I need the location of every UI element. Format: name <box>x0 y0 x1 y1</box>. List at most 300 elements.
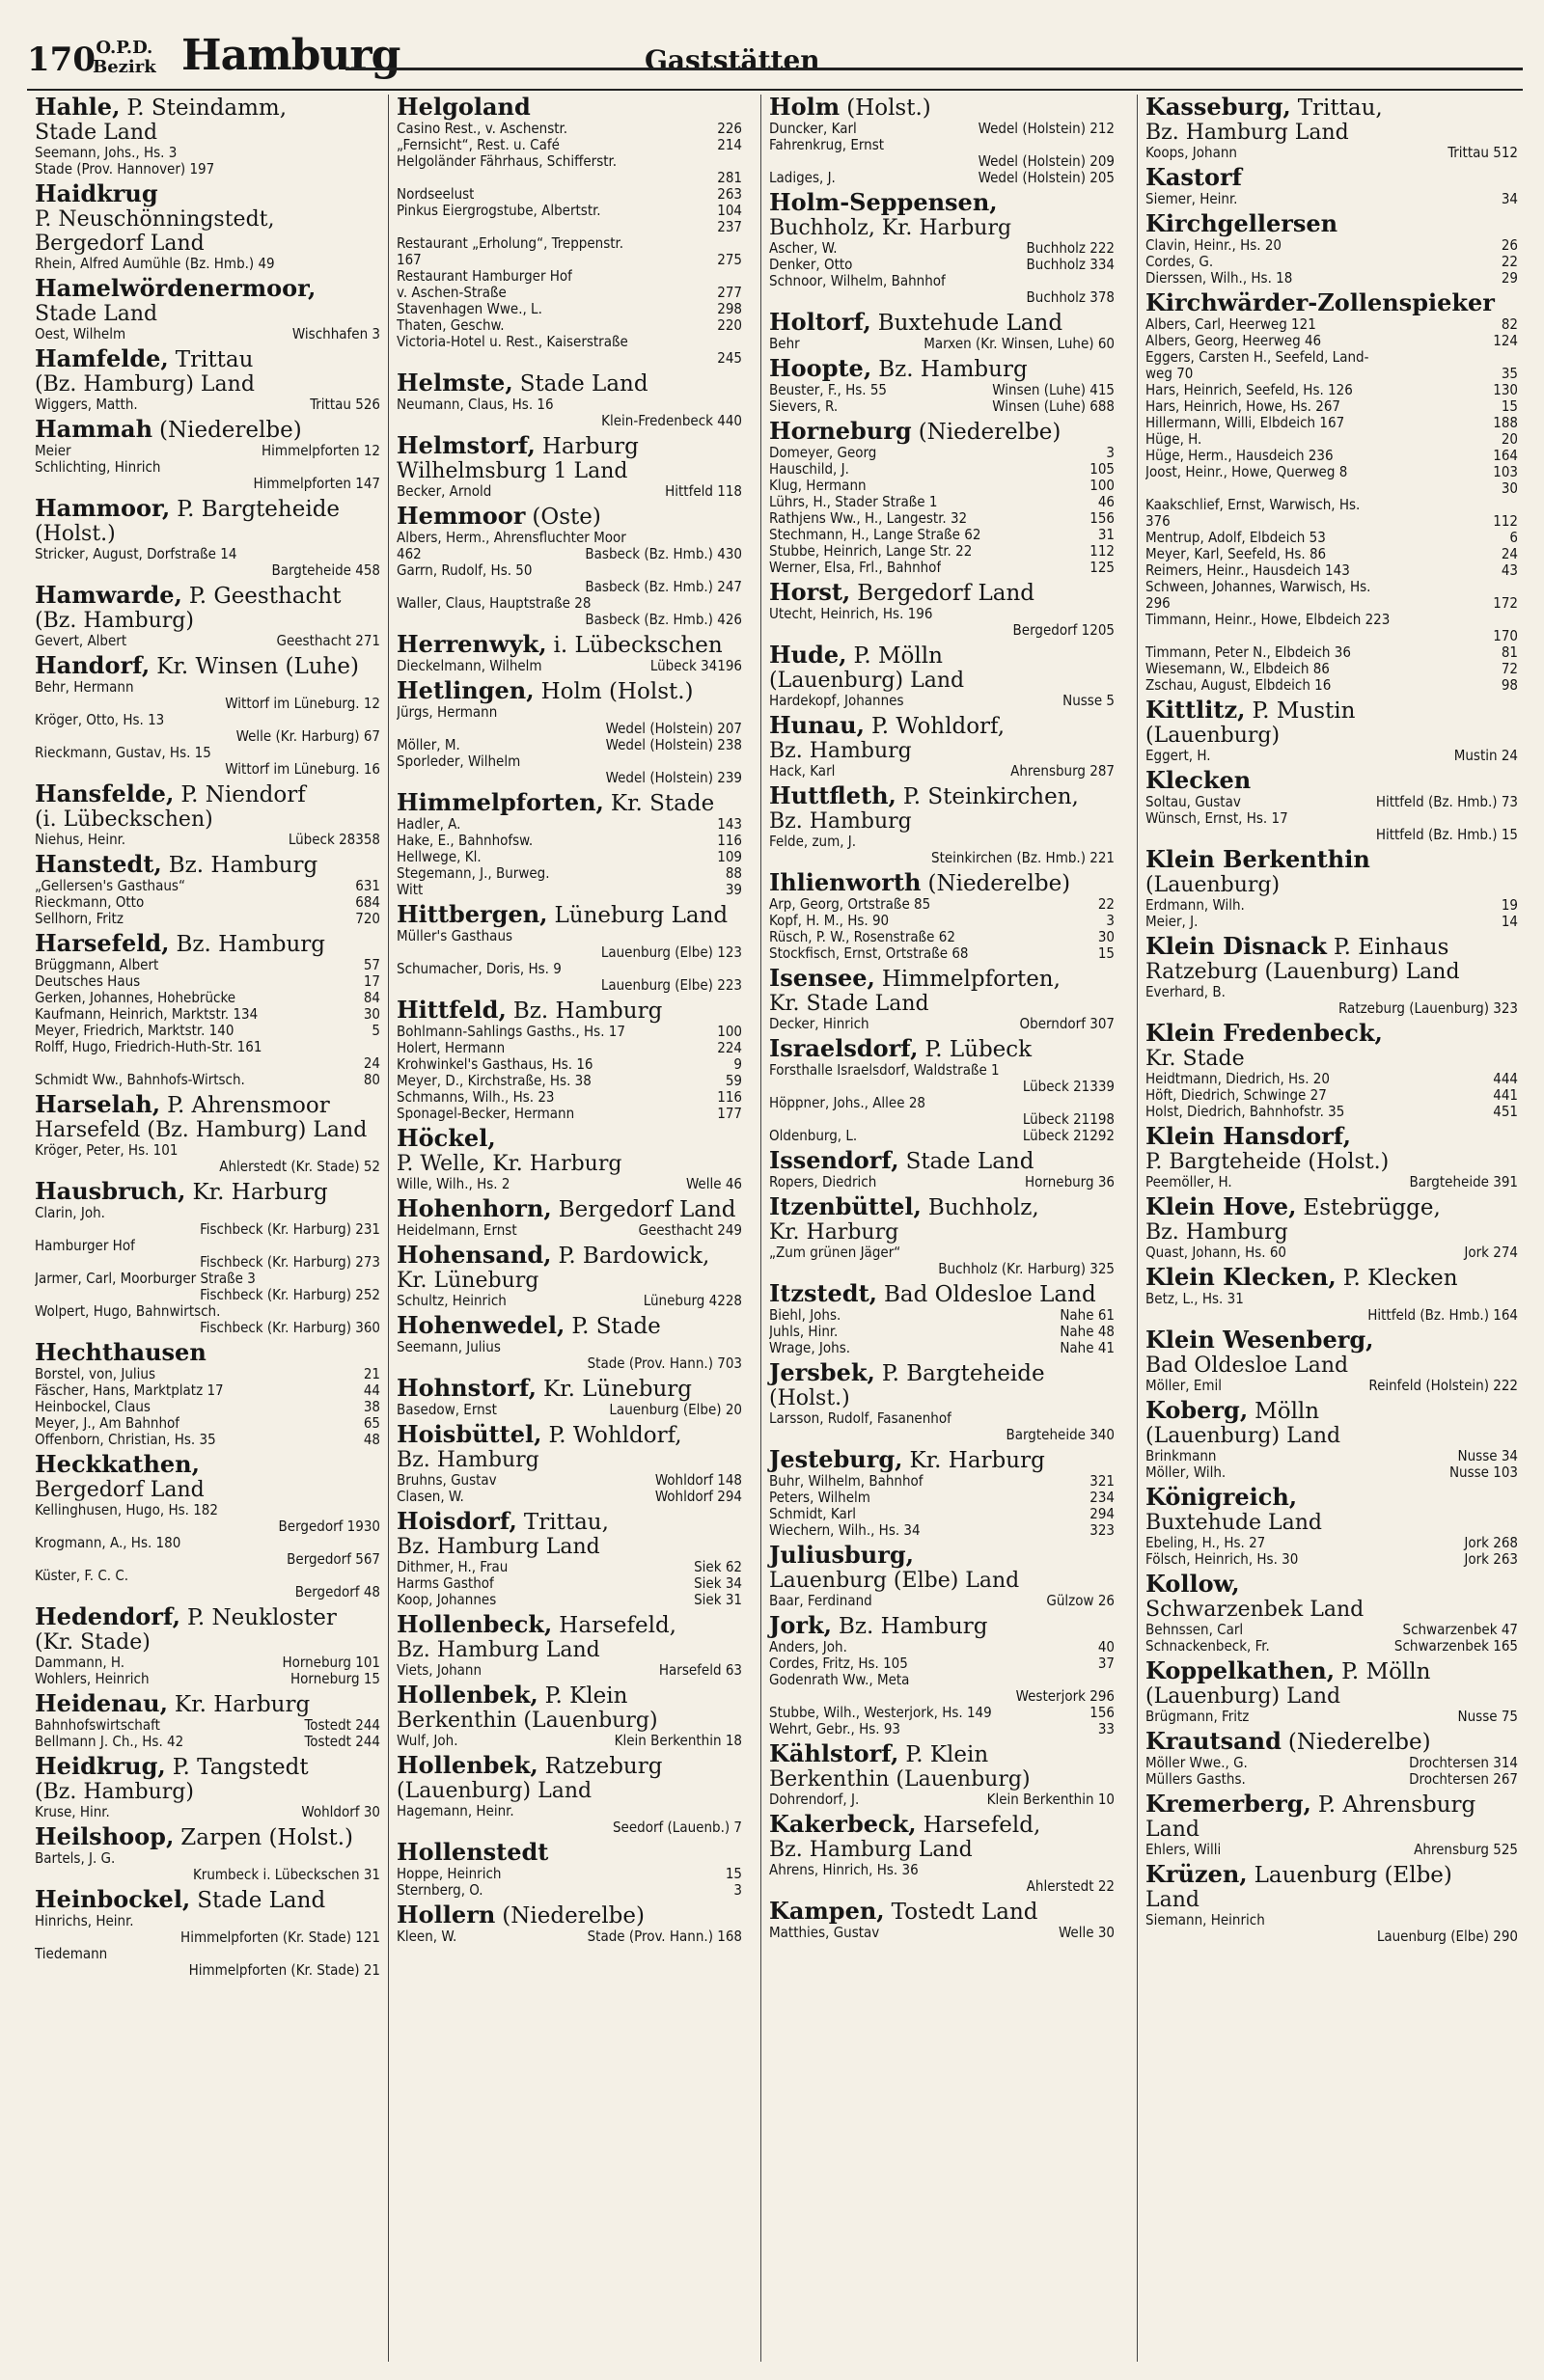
place-heading <box>769 1360 1115 1386</box>
listing-name: Kruse, Hinr. <box>35 1804 110 1820</box>
listing-phone: 3 <box>1106 444 1115 461</box>
listing-name: Schumacher, Doris, Hs. 9 <box>397 961 562 977</box>
listing-name: 462 <box>397 546 422 562</box>
place-heading <box>397 678 742 704</box>
listing-row <box>769 929 1115 945</box>
listing-row <box>397 579 742 595</box>
listing-phone: Himmelpforten (Kr. Stade) 121 <box>180 1929 380 1946</box>
listing-row <box>769 153 1115 170</box>
place-entry <box>27 496 386 579</box>
place-name: Jesteburg, <box>769 1445 903 1473</box>
listing-name: Kellinghusen, Hugo, Hs. 182 <box>35 1502 218 1518</box>
place-heading <box>35 496 380 522</box>
place-entry <box>1138 1658 1524 1725</box>
listing-row <box>769 1128 1115 1144</box>
place-region: P. Mölln <box>853 643 943 669</box>
listing-row <box>397 1339 742 1355</box>
district-line-1: O.P.D. <box>96 38 153 58</box>
listing-name: Borstel, von, Julius <box>35 1366 155 1382</box>
listing-phone: Klein-Fredenbeck 440 <box>601 412 742 429</box>
place-name: Hittfeld, <box>397 996 507 1024</box>
listing-phone: Lübeck 21339 <box>1022 1078 1115 1095</box>
listing-row <box>35 1929 380 1946</box>
listing-name: Ebeling, H., Hs. 27 <box>1145 1535 1266 1551</box>
listing-phone: 30 <box>1097 928 1115 945</box>
listing-phone: 631 <box>355 877 380 894</box>
place-entry <box>761 310 1120 352</box>
listing-row <box>769 622 1115 639</box>
listing-row <box>35 728 380 745</box>
listing-name: Werner, Elsa, Frl., Bahnhof <box>769 560 942 576</box>
listing-name: Wolpert, Hugo, Bahnwirtsch. <box>35 1303 221 1320</box>
place-heading <box>35 583 380 609</box>
listing-phone: Winsen (Luhe) 415 <box>992 381 1115 398</box>
listing-row <box>35 459 380 476</box>
place-region: P. Niendorf <box>180 782 306 807</box>
listing-row <box>1145 1378 1518 1394</box>
listing-phone: Fischbeck (Kr. Harburg) 360 <box>200 1319 380 1336</box>
place-entry <box>1138 1398 1524 1481</box>
place-entry <box>27 417 386 492</box>
place-name: Holm-Seppensen, <box>769 188 998 216</box>
listing-phone: Bergedorf 1205 <box>1012 621 1115 639</box>
place-region-continued: (Holst.) <box>769 1386 850 1410</box>
place-heading <box>35 276 380 302</box>
listing-name: Krohwinkel's Gasthaus, Hs. 16 <box>397 1056 593 1073</box>
listing-row <box>397 219 742 235</box>
listing-name: Duncker, Karl <box>769 121 857 137</box>
place-name: Kirchgellersen <box>1145 209 1338 237</box>
listing-row <box>397 1089 742 1106</box>
place-heading <box>769 783 1115 809</box>
listing-row <box>35 326 380 342</box>
listing-phone: 22 <box>1501 253 1518 270</box>
listing-name: Ropers, Diedrich <box>769 1174 877 1190</box>
listing-row <box>769 1490 1115 1506</box>
listing-name: Rüsch, P. W., Rosenstraße 62 <box>769 929 955 945</box>
place-region-continued: Bz. Hamburg Land <box>397 1535 600 1559</box>
listing-name: Deutsches Haus <box>35 973 141 990</box>
place-entry <box>1138 1572 1524 1655</box>
listing-row <box>35 696 380 712</box>
listing-row <box>35 1551 380 1568</box>
listing-name: Meier, J. <box>1145 914 1199 930</box>
listing-name: 167 <box>397 252 422 268</box>
listing-name: Becker, Arnold <box>397 483 492 500</box>
listing-row <box>769 1473 1115 1490</box>
place-region: Bergedorf Land <box>558 1197 736 1222</box>
listing-name: Oest, Wilhelm <box>35 326 126 342</box>
listing-phone: Lauenburg (Elbe) 123 <box>600 944 742 961</box>
column-2 <box>388 95 748 2362</box>
listing-name: Schmidt Ww., Bahnhofs-Wirtsch. <box>35 1072 245 1088</box>
listing-name: Dieckelmann, Wilhelm <box>397 658 542 674</box>
listing-phone: 116 <box>717 1088 742 1106</box>
place-region: Kr. Winsen (Luhe) <box>156 654 359 679</box>
place-heading <box>397 1126 742 1152</box>
listing-name: Schween, Johannes, Warwisch, Hs. <box>1145 579 1371 595</box>
listing-name: Biehl, Johs. <box>769 1307 841 1324</box>
listing-phone: 124 <box>1493 332 1518 349</box>
place-name: Hittbergen, <box>397 900 548 928</box>
listing-phone: Tostedt 244 <box>304 1716 380 1734</box>
place-region: Bz. Hamburg <box>168 853 318 878</box>
listing-name: Hack, Karl <box>769 763 836 780</box>
listing-phone: 275 <box>717 251 742 268</box>
listing-name: Stricker, August, Dorfstraße 14 <box>35 546 237 562</box>
listing-row <box>35 145 380 161</box>
listing-row <box>397 1559 742 1575</box>
place-name: Heinbockel, <box>35 1885 191 1913</box>
place-entry <box>761 1613 1120 1737</box>
district-label <box>93 39 156 77</box>
place-name: Holtorf, <box>769 308 871 336</box>
place-heading <box>769 1899 1115 1925</box>
listing-row <box>397 1073 742 1089</box>
listing-row <box>397 1293 742 1309</box>
listing-name: Offenborn, Christian, Hs. 35 <box>35 1432 216 1448</box>
listing-row <box>1145 1174 1518 1190</box>
place-region: P. Bargteheide <box>881 1361 1045 1386</box>
listing-name: Sporleder, Wilhelm <box>397 753 521 770</box>
listing-phone: 3 <box>733 1881 742 1899</box>
listing-name: Wohlers, Heinrich <box>35 1671 150 1687</box>
listing-row <box>769 461 1115 478</box>
listing-row <box>1145 612 1518 628</box>
listing-row <box>397 1222 742 1239</box>
listing-name: Harms Gasthof <box>397 1575 494 1592</box>
listing-name: Erdmann, Wilh. <box>1145 897 1245 914</box>
listing-name: Hars, Heinrich, Seefeld, Hs. 126 <box>1145 382 1353 398</box>
listing-name: Buhr, Wilhelm, Bahnhof <box>769 1473 924 1490</box>
listing-row <box>769 1688 1115 1705</box>
listing-name: Hillermann, Willi, Elbdeich 167 <box>1145 415 1345 431</box>
place-heading <box>769 1543 1115 1569</box>
listing-phone: Fischbeck (Kr. Harburg) 273 <box>200 1253 380 1271</box>
place-name: Harselah, <box>35 1090 161 1118</box>
listing-phone: 26 <box>1501 236 1518 254</box>
listing-name: Pinkus Eiergrogstube, Albertstr. <box>397 203 601 219</box>
place-heading <box>35 1604 380 1630</box>
place-heading <box>397 1840 742 1866</box>
listing-phone: 277 <box>717 284 742 301</box>
listing-phone: Bergedorf 567 <box>287 1550 380 1568</box>
place-heading <box>769 1447 1115 1473</box>
place-region: Stade Land <box>197 1888 326 1913</box>
place-name: Herrenwyk, <box>397 630 547 658</box>
place-entry <box>761 1812 1120 1895</box>
listing-name: Fölsch, Heinrich, Hs. 30 <box>1145 1551 1299 1568</box>
listing-name: Sellhorn, Fritz <box>35 911 124 927</box>
place-heading <box>35 1452 380 1478</box>
place-entry <box>1138 1124 1524 1190</box>
listing-name: Schlichting, Hinrich <box>35 459 161 476</box>
listing-row <box>1145 431 1518 448</box>
listing-row <box>397 1575 742 1592</box>
listing-row <box>1145 398 1518 415</box>
listing-name: Höppner, Johs., Allee 28 <box>769 1095 925 1111</box>
place-name: Klein Disnack <box>1145 932 1327 960</box>
listing-row <box>35 1159 380 1175</box>
listing-phone: Nahe 41 <box>1060 1339 1115 1356</box>
listing-name: Seemann, Johs., Hs. 3 <box>35 145 178 161</box>
listing-name: Zschau, August, Elbdeich 16 <box>1145 677 1332 694</box>
listing-phone: 19 <box>1501 896 1518 914</box>
place-heading <box>397 998 742 1024</box>
listing-phone: 156 <box>1089 509 1115 527</box>
place-heading <box>397 95 742 121</box>
listing-row <box>1145 1291 1518 1307</box>
page-number: 170 <box>27 41 96 79</box>
listing-phone: Nusse 34 <box>1457 1447 1518 1464</box>
place-name: Koberg, <box>1145 1396 1249 1424</box>
listing-phone: 57 <box>363 956 380 973</box>
place-entry <box>1138 768 1524 843</box>
listing-name: Sponagel-Becker, Hermann <box>397 1106 575 1122</box>
listing-row <box>769 1878 1115 1895</box>
listing-name: Schmidt, Karl <box>769 1506 857 1522</box>
listing-row <box>397 977 742 994</box>
place-heading <box>1145 1021 1518 1047</box>
listing-row <box>35 256 380 272</box>
listing-row <box>769 240 1115 257</box>
listing-name: Nordseelust <box>397 186 475 203</box>
place-entry <box>761 190 1120 306</box>
listing-row <box>1145 1464 1518 1481</box>
listing-row <box>397 753 742 770</box>
listing-row <box>35 1535 380 1551</box>
listing-name: weg 70 <box>1145 366 1194 382</box>
listing-row <box>1145 1104 1518 1120</box>
listing-row <box>1145 628 1518 644</box>
listing-phone: 143 <box>717 815 742 833</box>
listing-name: Soltau, Gustav <box>1145 794 1241 810</box>
listing-row <box>769 289 1115 306</box>
listing-phone: 15 <box>1097 944 1115 962</box>
place-name: Hunau, <box>769 711 865 739</box>
place-heading <box>1145 698 1518 724</box>
place-region: P. Ahrensmoor <box>167 1093 330 1118</box>
place-heading <box>35 1179 380 1205</box>
listing-row <box>397 770 742 786</box>
listing-row <box>1145 810 1518 827</box>
listing-name: Juhls, Hinr. <box>769 1324 839 1340</box>
listing-name: Möller Wwe., G. <box>1145 1755 1248 1771</box>
place-region: P. Klein <box>544 1683 628 1709</box>
listing-name: Müllers Gasths. <box>1145 1771 1246 1788</box>
listing-row <box>1145 1245 1518 1261</box>
place-region-continued: Ratzeburg (Lauenburg) Land <box>1145 960 1460 984</box>
listing-phone: Fischbeck (Kr. Harburg) 231 <box>200 1220 380 1238</box>
place-region: Lauenburg (Elbe) <box>1254 1863 1452 1888</box>
place-region: Buxtehude Land <box>877 311 1063 336</box>
place-heading <box>35 181 380 207</box>
header-rule <box>345 68 1523 70</box>
place-entry <box>389 370 748 429</box>
place-region: P. Stade <box>571 1314 661 1339</box>
listing-name: Möller, M. <box>397 737 460 753</box>
listing-row <box>35 1142 380 1159</box>
listing-phone: 170 <box>1493 627 1518 644</box>
listing-name: Albers, Herm., Ahrensfluchter Moor <box>397 530 626 546</box>
place-region-continued: (Lauenburg) Land <box>1145 1424 1341 1448</box>
listing-phone: 22 <box>1097 895 1115 913</box>
place-heading <box>35 1340 380 1366</box>
place-heading <box>1145 1729 1518 1755</box>
listing-phone: 88 <box>725 864 742 882</box>
place-heading <box>1145 847 1518 873</box>
place-name: Horst, <box>769 578 851 606</box>
place-entry <box>1138 1021 1524 1120</box>
place-region: P. Neukloster <box>187 1605 337 1630</box>
listing-row <box>1145 1448 1518 1464</box>
listing-row <box>35 1205 380 1221</box>
place-heading <box>35 781 380 807</box>
place-entry <box>27 852 386 927</box>
place-region: (Niederelbe) <box>918 420 1062 445</box>
listing-row <box>1145 464 1518 480</box>
listing-name: Wehrt, Gebr., Hs. 93 <box>769 1721 901 1737</box>
place-region: Bad Oldesloe Land <box>884 1282 1096 1307</box>
listing-row <box>769 1721 1115 1737</box>
listing-row <box>35 1717 380 1734</box>
listing-name: Mentrup, Adolf, Elbdeich 53 <box>1145 530 1326 546</box>
listing-phone: 6 <box>1509 529 1518 546</box>
listing-phone: Ahrensburg 525 <box>1414 1841 1518 1858</box>
place-entry <box>761 1741 1120 1808</box>
listing-phone: 188 <box>1493 414 1518 431</box>
listing-phone: Lauenburg (Elbe) 290 <box>1376 1928 1518 1945</box>
listing-phone: 40 <box>1097 1638 1115 1655</box>
listing-row <box>1145 579 1518 595</box>
place-entry <box>1138 1485 1524 1568</box>
listing-phone: 39 <box>725 881 742 898</box>
place-name: Hohnstorf, <box>397 1374 537 1402</box>
listing-row <box>397 1866 742 1882</box>
listing-row <box>769 763 1115 780</box>
place-name: Israelsdorf, <box>769 1034 919 1062</box>
listing-phone: Horneburg 15 <box>290 1670 380 1687</box>
listing-row <box>1145 1755 1518 1771</box>
header-rule-bottom <box>27 89 1523 91</box>
listing-row <box>1145 677 1518 694</box>
listing-row <box>35 1804 380 1820</box>
place-region-continued: Kr. Stade <box>1145 1047 1245 1071</box>
listing-name: Cordes, Fritz, Hs. 105 <box>769 1655 908 1672</box>
place-name: Kasseburg, <box>1145 95 1291 121</box>
listing-row <box>35 161 380 178</box>
listing-phone: 298 <box>717 300 742 317</box>
listing-name: Restaurant „Erholung“, Treppenstr. <box>397 235 624 252</box>
place-region: Kr. Harburg <box>909 1448 1045 1473</box>
listing-phone: Stade (Prov. Hann.) 703 <box>587 1354 742 1372</box>
listing-name: Timmann, Heinr., Howe, Elbdeich 223 <box>1145 612 1391 628</box>
listing-name: Wille, Wilh., Hs. 2 <box>397 1176 510 1192</box>
listing-row <box>35 1415 380 1432</box>
place-name: Hamwarde, <box>35 581 182 609</box>
listing-row <box>769 1655 1115 1672</box>
listing-row <box>35 878 380 894</box>
listing-row <box>35 1303 380 1320</box>
listing-name: Beuster, F., Hs. 55 <box>769 382 887 398</box>
listing-row <box>397 882 742 898</box>
listing-row <box>35 1913 380 1929</box>
place-entry <box>761 1281 1120 1356</box>
listing-row <box>397 1662 742 1679</box>
listing-row <box>769 1705 1115 1721</box>
listing-row <box>1145 1307 1518 1324</box>
listing-row <box>35 1039 380 1055</box>
listing-phone: Himmelpforten (Kr. Stade) 21 <box>188 1961 380 1979</box>
listing-name: Joost, Heinr., Howe, Querweg 8 <box>1145 464 1348 480</box>
listing-name: Stockfisch, Ernst, Ortstraße 68 <box>769 945 969 962</box>
listing-phone: Mustin 24 <box>1453 747 1518 764</box>
listing-row <box>769 382 1115 398</box>
place-region-continued: Stade Land <box>35 121 158 145</box>
listing-phone: Nusse 103 <box>1448 1464 1518 1481</box>
listing-phone: 323 <box>1089 1521 1115 1539</box>
listing-phone: Oberndorf 307 <box>1019 1015 1115 1032</box>
listing-name: Waller, Claus, Hauptstraße 28 <box>397 595 592 612</box>
listing-phone: 125 <box>1089 559 1115 576</box>
listing-row <box>769 1639 1115 1655</box>
listing-phone: 33 <box>1097 1720 1115 1737</box>
listing-row <box>397 121 742 137</box>
listing-phone: Buchholz 222 <box>1026 239 1115 257</box>
place-heading <box>769 1812 1115 1838</box>
listing-phone: 24 <box>1501 545 1518 562</box>
place-name: Kählstorf, <box>769 1739 899 1767</box>
listing-name: Bruhns, Gustav <box>397 1472 497 1489</box>
listing-row <box>397 1819 742 1836</box>
place-heading <box>35 1887 380 1913</box>
listing-phone: Lübeck 28358 <box>288 831 380 848</box>
listing-name: Albers, Carl, Heerweg 121 <box>1145 316 1316 333</box>
listing-row <box>769 606 1115 622</box>
listing-row <box>1145 237 1518 254</box>
listing-name: Ehlers, Willi <box>1145 1842 1222 1858</box>
place-region-continued: (Lauenburg) <box>1145 873 1281 897</box>
listing-row <box>397 301 742 317</box>
listing-phone: 21 <box>363 1365 380 1382</box>
listing-row <box>1145 270 1518 287</box>
place-heading <box>397 1509 742 1535</box>
listing-name: Hellwege, Kl. <box>397 849 482 865</box>
listing-row <box>1145 349 1518 366</box>
listing-phone: Stade (Prov. Hann.) 168 <box>587 1928 742 1945</box>
listing-name: Hadler, A. <box>397 816 461 833</box>
place-entry <box>1138 1862 1524 1945</box>
listing-name: Hamburger Hof <box>35 1238 135 1254</box>
place-region-continued: (Lauenburg) Land <box>397 1779 593 1803</box>
listing-phone: Nahe 61 <box>1060 1306 1115 1324</box>
listing-row <box>397 704 742 721</box>
listing-name: Sternberg, O. <box>397 1882 483 1899</box>
listing-phone: Basbeck (Bz. Hmb.) 426 <box>585 611 742 628</box>
listing-name: Hardekopf, Johannes <box>769 693 904 709</box>
listing-phone: 14 <box>1501 913 1518 930</box>
place-heading <box>769 870 1115 896</box>
place-region-continued: Stade Land <box>35 302 158 326</box>
listing-phone: 103 <box>1493 463 1518 480</box>
place-name: Klein Hansdorf, <box>1145 1122 1351 1150</box>
place-region-continued: P. Welle, Kr. Harburg <box>397 1152 622 1176</box>
listing-phone: Wedel (Holstein) 239 <box>605 769 742 786</box>
listing-row <box>769 1792 1115 1808</box>
listing-name: Krogmann, A., Hs. 180 <box>35 1535 181 1551</box>
listing-name: Meyer, D., Kirchstraße, Hs. 38 <box>397 1073 592 1089</box>
place-name: Himmelpforten, <box>397 788 604 816</box>
